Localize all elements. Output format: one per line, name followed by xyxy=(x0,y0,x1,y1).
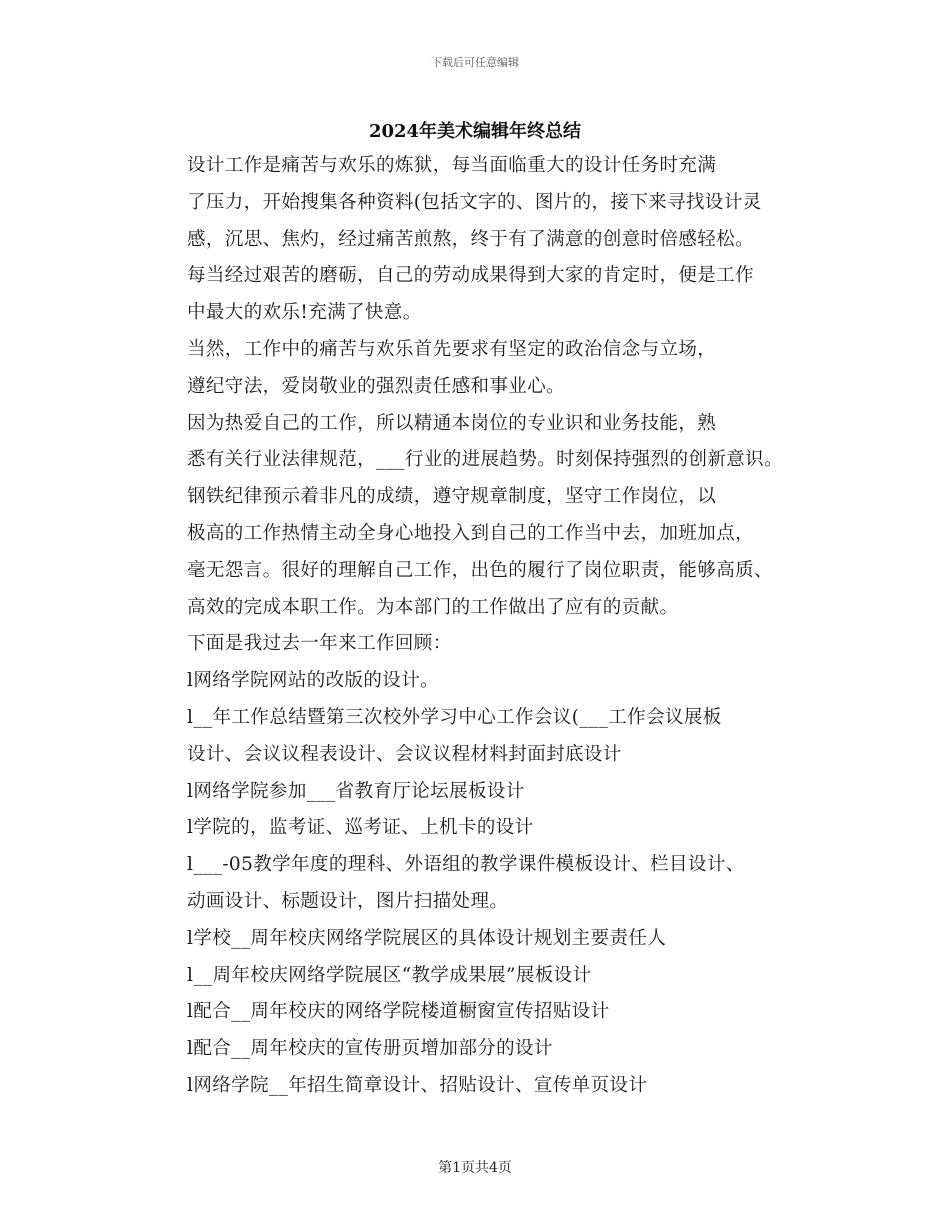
paragraph-line: 下面是我过去一年来工作回顾： xyxy=(187,633,452,655)
paragraph xyxy=(141,700,831,774)
paragraph-line: l__周年校庆网络学院展区“教学成果展”展板设计 xyxy=(187,964,592,986)
paragraph xyxy=(141,148,831,332)
paragraph-line: 感，沉思、焦灼，经过痛苦煎熬，终于有了满意的创意时倍感轻松。 xyxy=(187,228,755,250)
paragraph-line: 毫无怨言。很好的理解自己工作，出色的履行了岗位职责，能够高质、 xyxy=(187,559,773,581)
paragraph-line: l配合__周年校庆的宣传册页增加部分的设计 xyxy=(187,1038,553,1060)
paragraph-line: 了压力，开始搜集各种资料(包括文字的、图片的，接下来寻找设计灵 xyxy=(187,191,762,213)
paragraph-line: 因为热爱自己的工作，所以精通本岗位的专业识和业务技能，熟 xyxy=(187,412,717,434)
paragraph-line: l__年工作总结暨第三次校外学习中心工作会议(___工作会议展板 xyxy=(187,706,722,728)
paragraph xyxy=(141,847,831,921)
paragraph-line: 设计、会议议程表设计、会议议程材料封面封底设计 xyxy=(187,743,622,765)
page-header-note: 下载后可任意编辑 xyxy=(431,56,519,69)
paragraph-line: 极高的工作热情主动全身心地投入到自己的工作当中去，加班加点， xyxy=(187,522,755,544)
paragraph-line: l___-05教学年度的理科、外语组的教学课件模板设计、栏目设计、 xyxy=(187,854,745,876)
paragraph-line: l学校__周年校庆网络学院展区的具体设计规划主要责任人 xyxy=(187,927,667,949)
page-footer-number: 第1页共4页 xyxy=(438,1160,512,1176)
paragraph-line: 遵纪守法，爱岗敬业的强烈责任感和事业心。 xyxy=(187,375,566,397)
paragraph-line: 中最大的欢乐!充满了快意。 xyxy=(187,302,422,324)
paragraph-line: 动画设计、标题设计，图片扫描处理。 xyxy=(187,890,509,912)
paragraph-line: l网络学院__年招生简章设计、招贴设计、宣传单页设计 xyxy=(187,1074,648,1096)
paragraph xyxy=(141,810,831,847)
paragraph xyxy=(141,332,831,406)
paragraph xyxy=(141,921,831,958)
paragraph xyxy=(141,663,831,700)
paragraph-line: l配合__周年校庆的网络学院楼道橱窗宣传招贴设计 xyxy=(187,1001,610,1023)
paragraph-line: 钢铁纪律预示着非凡的成绩，遵守规章制度，坚守工作岗位，以 xyxy=(187,486,717,508)
paragraph xyxy=(141,774,831,811)
paragraph xyxy=(141,1031,831,1068)
paragraph-line: 悉有关行业法律规范，___行业的进展趋势。时刻保持强烈的创新意识。 xyxy=(187,449,783,471)
paragraph-line: 每当经过艰苦的磨砺，自己的劳动成果得到大家的肯定时，便是工作 xyxy=(187,265,755,287)
document-body xyxy=(141,148,831,1105)
paragraph xyxy=(141,1068,831,1105)
paragraph xyxy=(141,479,831,626)
paragraph-line: l网络学院参加___省教育厅论坛展板设计 xyxy=(187,780,525,802)
paragraph-line: 设计工作是痛苦与欢乐的炼狱，每当面临重大的设计任务时充满 xyxy=(187,155,717,176)
paragraph-line: 高效的完成本职工作。为本部门的工作做出了应有的贡献。 xyxy=(187,596,679,618)
paragraph xyxy=(141,406,831,480)
paragraph xyxy=(141,994,831,1031)
paragraph xyxy=(141,626,831,663)
document-title: 2024年美术编辑年终总结 xyxy=(368,121,582,142)
paragraph-line: l网络学院网站的改版的设计。 xyxy=(187,670,440,692)
paragraph-line: 当然，工作中的痛苦与欢乐首先要求有坚定的政治信念与立场， xyxy=(187,338,717,360)
paragraph-line: l学院的，监考证、巡考证、上机卡的设计 xyxy=(187,817,534,839)
paragraph xyxy=(141,958,831,995)
